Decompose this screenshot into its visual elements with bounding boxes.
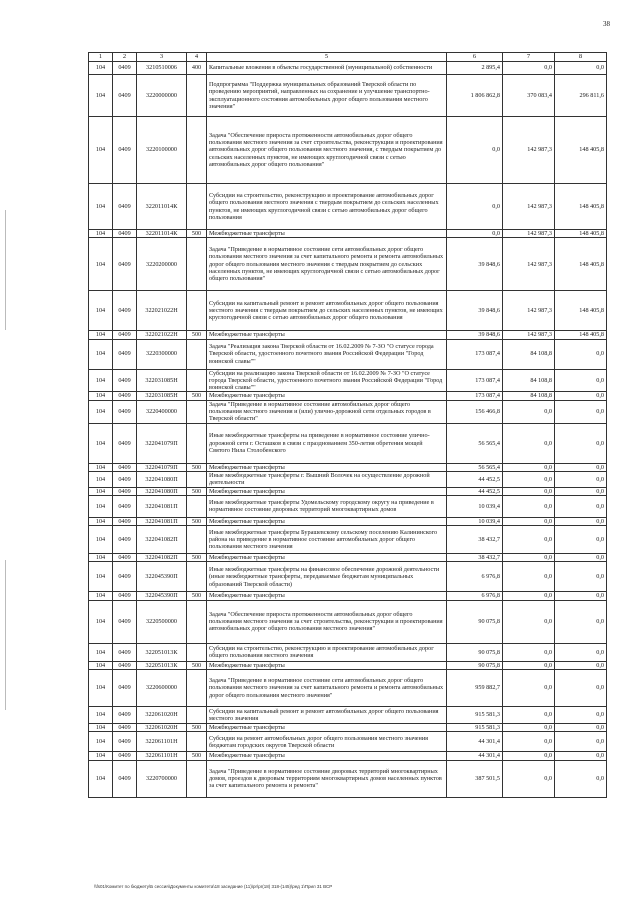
- value-cell: 0,0: [555, 392, 607, 400]
- description-cell: Межбюджетные трансферты: [207, 230, 447, 238]
- code-cell: 104: [89, 643, 113, 661]
- code-cell: 3220700000: [137, 760, 187, 797]
- code-cell: 3220500000: [137, 600, 187, 643]
- code-cell: 104: [89, 592, 113, 600]
- code-cell: 0409: [113, 554, 137, 562]
- description-cell: Задача "Приведение в нормативное состояние автомобильных дорог общего пользования местного значения и (или) улично-дорожной сети отдельных городов в Тверской области": [207, 400, 447, 423]
- code-cell: 500: [187, 752, 207, 760]
- value-cell: 296 811,6: [555, 75, 607, 117]
- value-cell: 173 087,4: [447, 339, 503, 369]
- value-cell: 90 075,8: [447, 600, 503, 643]
- code-cell: 104: [89, 707, 113, 724]
- code-cell: [187, 291, 207, 331]
- code-cell: 3220600000: [137, 670, 187, 707]
- code-cell: 104: [89, 752, 113, 760]
- value-cell: 0,0: [555, 661, 607, 669]
- value-cell: 0,0: [555, 517, 607, 525]
- table-row: [89, 752, 607, 760]
- description-cell: Задача "Обеспечение прироста протяженности автомобильных дорог общего пользования местного значения за счет строительства, реконструкции и проектирования автомобильных дорог общего пользования местного значения": [207, 600, 447, 643]
- value-cell: 39 848,6: [447, 291, 503, 331]
- code-cell: 0409: [113, 463, 137, 471]
- table-row: [89, 517, 607, 525]
- value-cell: 6 976,8: [447, 562, 503, 592]
- code-cell: 104: [89, 724, 113, 732]
- value-cell: 10 039,4: [447, 495, 503, 517]
- code-cell: 0409: [113, 62, 137, 75]
- value-cell: 44 301,4: [447, 752, 503, 760]
- value-cell: 0,0: [555, 339, 607, 369]
- code-cell: [187, 707, 207, 724]
- value-cell: 142 987,3: [503, 291, 555, 331]
- value-cell: 148 405,8: [555, 331, 607, 339]
- description-cell: Межбюджетные трансферты: [207, 487, 447, 495]
- description-cell: Задача "Приведение в нормативное состояние сети автомобильных дорог общего пользования местного значения за счет капитального ремонта и ремонта автомобильных дорог общего пользования местного значения": [207, 670, 447, 707]
- value-cell: 0,0: [555, 463, 607, 471]
- code-cell: 104: [89, 471, 113, 487]
- code-cell: 322061020Н: [137, 707, 187, 724]
- value-cell: 0,0: [503, 517, 555, 525]
- value-cell: 142 987,3: [503, 331, 555, 339]
- code-cell: [187, 369, 207, 392]
- code-cell: 104: [89, 339, 113, 369]
- code-cell: 104: [89, 600, 113, 643]
- value-cell: 0,0: [555, 760, 607, 797]
- description-cell: Задача "Приведение в нормативное состояние сети автомобильных дорог общего пользования местного значения за счет капитального ремонта и ремонта автомобильных дорог общего пользования местного значения с твердым покрытием до сельских населенных пунктов, не имеющих круглогодичной связи с сетью автомобильных дорог общего пользования": [207, 238, 447, 291]
- code-cell: [187, 600, 207, 643]
- header-cell: 7: [503, 53, 555, 62]
- description-cell: Иные межбюджетные трансферты г. Вышний Волочек на осуществление дорожной деятельности: [207, 471, 447, 487]
- value-cell: 0,0: [555, 752, 607, 760]
- code-cell: 0409: [113, 732, 137, 752]
- description-cell: Субсидии на капитальный ремонт и ремонт автомобильных дорог общего пользования местного значения с твердым покрытием до сельских населенных пунктов, не имеющих круглогодичной связи с сетью автомобильных дорог общего пользования: [207, 291, 447, 331]
- table-row: [89, 600, 607, 643]
- code-cell: 0409: [113, 600, 137, 643]
- code-cell: 104: [89, 487, 113, 495]
- code-cell: 104: [89, 760, 113, 797]
- value-cell: 90 075,8: [447, 643, 503, 661]
- value-cell: 0,0: [503, 670, 555, 707]
- value-cell: 142 987,3: [503, 238, 555, 291]
- code-cell: 3220400000: [137, 400, 187, 423]
- code-cell: 322061020Н: [137, 724, 187, 732]
- description-cell: Иные межбюджетные трансферты на приведение в нормативное состояние улично-дорожной сети г. Осташков в связи с празднованием 350-летия обретения мощей Святого Нила Столобенского: [207, 423, 447, 463]
- code-cell: 0409: [113, 331, 137, 339]
- code-cell: 322031085Н: [137, 392, 187, 400]
- table-row: [89, 230, 607, 238]
- code-cell: 104: [89, 562, 113, 592]
- header-cell: 4: [187, 53, 207, 62]
- code-cell: 0409: [113, 643, 137, 661]
- table-row: [89, 238, 607, 291]
- value-cell: 0,0: [503, 760, 555, 797]
- code-cell: 500: [187, 230, 207, 238]
- description-cell: Иные межбюджетные трансферты Удомельскому городскому округу на приведение в нормативное состояние дворовых территорий многоквартирных домов: [207, 495, 447, 517]
- value-cell: 0,0: [555, 487, 607, 495]
- code-cell: 322021022Н: [137, 331, 187, 339]
- table-row: [89, 592, 607, 600]
- table-row: [89, 760, 607, 797]
- table-row: [89, 707, 607, 724]
- code-cell: 500: [187, 392, 207, 400]
- code-cell: 500: [187, 592, 207, 600]
- code-cell: 104: [89, 670, 113, 707]
- code-cell: 104: [89, 230, 113, 238]
- value-cell: 148 405,8: [555, 238, 607, 291]
- value-cell: 0,0: [555, 724, 607, 732]
- table-row: [89, 732, 607, 752]
- description-cell: Субсидии на ремонт автомобильных дорог общего пользования местного значения бюджетам городских округов Тверской области: [207, 732, 447, 752]
- table-row: [89, 369, 607, 392]
- value-cell: 0,0: [503, 732, 555, 752]
- description-cell: Задача "Обеспечение прироста протяженности автомобильных дорог общего пользования местного значения за счет строительства, реконструкции и проектирования автомобильных дорог общего пользования местного значения, с твердым покрытием до сельских населенных пунктов, не имеющих круглогодичной связи с сетью автомобильных дорог общего пользования": [207, 117, 447, 184]
- value-cell: 142 987,3: [503, 117, 555, 184]
- description-cell: Субсидии на реализацию закона Тверской области от 16.02.2009 № 7-ЗО "О статусе города Тверской области, удостоенного почетного звания Российской Федерации "Город воинской славы"": [207, 369, 447, 392]
- value-cell: 90 075,8: [447, 661, 503, 669]
- description-cell: Иные межбюджетные трансферты на финансовое обеспечение дорожной деятельности (иные межбюджетные трансферты, передаваемые бюджетам муниципальных образований Тверской области): [207, 562, 447, 592]
- table-row: [89, 724, 607, 732]
- code-cell: 500: [187, 554, 207, 562]
- value-cell: 0,0: [503, 487, 555, 495]
- code-cell: 104: [89, 495, 113, 517]
- value-cell: 0,0: [503, 423, 555, 463]
- code-cell: 400: [187, 62, 207, 75]
- code-cell: 322051013К: [137, 643, 187, 661]
- code-cell: 0409: [113, 369, 137, 392]
- description-cell: Капитальные вложения в объекты государственной (муниципальной) собственности: [207, 62, 447, 75]
- code-cell: [187, 471, 207, 487]
- code-cell: 0409: [113, 592, 137, 600]
- value-cell: 142 987,3: [503, 230, 555, 238]
- description-cell: Субсидии на строительство, реконструкцию и проектирование автомобильных дорог общего пользования местного значения с твердым покрытием до сельских населенных пунктов, не имеющих круглогодичной связи с сетью автомобильных дорог общего пользования: [207, 184, 447, 230]
- code-cell: 0409: [113, 291, 137, 331]
- table-body: [89, 62, 607, 798]
- code-cell: 0409: [113, 184, 137, 230]
- code-cell: 3220200000: [137, 238, 187, 291]
- code-cell: 104: [89, 732, 113, 752]
- code-cell: 0409: [113, 392, 137, 400]
- value-cell: 370 083,4: [503, 75, 555, 117]
- code-cell: 0409: [113, 752, 137, 760]
- code-cell: 500: [187, 463, 207, 471]
- value-cell: 0,0: [555, 562, 607, 592]
- code-cell: [187, 238, 207, 291]
- code-cell: 3210510006: [137, 62, 187, 75]
- value-cell: 0,0: [503, 554, 555, 562]
- table-row: [89, 487, 607, 495]
- code-cell: 104: [89, 400, 113, 423]
- value-cell: 0,0: [503, 600, 555, 643]
- code-cell: 0409: [113, 117, 137, 184]
- description-cell: Межбюджетные трансферты: [207, 517, 447, 525]
- code-cell: 322011014К: [137, 184, 187, 230]
- code-cell: 322045390П: [137, 592, 187, 600]
- value-cell: 0,0: [503, 592, 555, 600]
- table-row: [89, 423, 607, 463]
- value-cell: 959 882,7: [447, 670, 503, 707]
- table-row: [89, 392, 607, 400]
- code-cell: 104: [89, 238, 113, 291]
- code-cell: 500: [187, 487, 207, 495]
- code-cell: [187, 339, 207, 369]
- code-cell: [187, 423, 207, 463]
- code-cell: 322041080П: [137, 487, 187, 495]
- code-cell: 500: [187, 724, 207, 732]
- description-cell: Задача "Реализация закона Тверской области от 16.02.2009 № 7-ЗО "О статусе города Тверской области, удостоенного почетного звания Российской Федерации "Город воинской славы"": [207, 339, 447, 369]
- value-cell: 0,0: [555, 732, 607, 752]
- code-cell: 104: [89, 62, 113, 75]
- value-cell: 0,0: [555, 423, 607, 463]
- value-cell: 0,0: [555, 707, 607, 724]
- code-cell: 104: [89, 117, 113, 184]
- table-row: [89, 339, 607, 369]
- code-cell: [187, 400, 207, 423]
- code-cell: 0409: [113, 230, 137, 238]
- code-cell: 104: [89, 392, 113, 400]
- code-cell: 0409: [113, 670, 137, 707]
- table-row: [89, 661, 607, 669]
- table-row: [89, 562, 607, 592]
- value-cell: 10 039,4: [447, 517, 503, 525]
- code-cell: 322031085Н: [137, 369, 187, 392]
- value-cell: 0,0: [503, 62, 555, 75]
- table-row: [89, 331, 607, 339]
- value-cell: 39 848,6: [447, 238, 503, 291]
- table-row: [89, 471, 607, 487]
- code-cell: 104: [89, 517, 113, 525]
- code-cell: [187, 760, 207, 797]
- value-cell: 0,0: [503, 643, 555, 661]
- table-row: [89, 643, 607, 661]
- header-cell: 8: [555, 53, 607, 62]
- value-cell: 0,0: [555, 643, 607, 661]
- code-cell: 0409: [113, 400, 137, 423]
- code-cell: 500: [187, 661, 207, 669]
- description-cell: Субсидии на строительство, реконструкцию и проектирование автомобильных дорог общего пользования местного значения: [207, 643, 447, 661]
- code-cell: 322041082П: [137, 554, 187, 562]
- code-cell: 0409: [113, 487, 137, 495]
- code-cell: 0409: [113, 661, 137, 669]
- header-cell: 6: [447, 53, 503, 62]
- code-cell: 0409: [113, 707, 137, 724]
- header-cell: 2: [113, 53, 137, 62]
- value-cell: 0,0: [555, 471, 607, 487]
- code-cell: 322041079П: [137, 463, 187, 471]
- value-cell: 1 806 862,8: [447, 75, 503, 117]
- value-cell: 44 452,5: [447, 487, 503, 495]
- code-cell: 104: [89, 291, 113, 331]
- value-cell: 0,0: [503, 752, 555, 760]
- code-cell: 0409: [113, 526, 137, 554]
- code-cell: 322061101Н: [137, 732, 187, 752]
- header-cell: 1: [89, 53, 113, 62]
- description-cell: Межбюджетные трансферты: [207, 752, 447, 760]
- value-cell: 0,0: [503, 526, 555, 554]
- value-cell: 56 565,4: [447, 423, 503, 463]
- code-cell: 0409: [113, 471, 137, 487]
- code-cell: 322061101Н: [137, 752, 187, 760]
- code-cell: 0409: [113, 495, 137, 517]
- code-cell: 104: [89, 423, 113, 463]
- description-cell: Задача "Приведение в нормативное состояние дворовых территорий многоквартирных домов, проездов к дворовым территориям многоквартирных домов населенных пунктов за счет капитального ремонта и ремонта": [207, 760, 447, 797]
- code-cell: 500: [187, 331, 207, 339]
- value-cell: 148 405,8: [555, 291, 607, 331]
- value-cell: 0,0: [503, 471, 555, 487]
- table-row: [89, 463, 607, 471]
- value-cell: 0,0: [555, 526, 607, 554]
- code-cell: 322045390П: [137, 562, 187, 592]
- header-cell: 3: [137, 53, 187, 62]
- code-cell: [187, 184, 207, 230]
- value-cell: 44 301,4: [447, 732, 503, 752]
- code-cell: 322041082П: [137, 526, 187, 554]
- code-cell: [187, 75, 207, 117]
- code-cell: 500: [187, 517, 207, 525]
- description-cell: Межбюджетные трансферты: [207, 661, 447, 669]
- code-cell: 0409: [113, 423, 137, 463]
- value-cell: 915 581,3: [447, 724, 503, 732]
- value-cell: 0,0: [503, 463, 555, 471]
- code-cell: 104: [89, 75, 113, 117]
- code-cell: [187, 117, 207, 184]
- code-cell: 0409: [113, 724, 137, 732]
- value-cell: 0,0: [503, 661, 555, 669]
- table-row: [89, 400, 607, 423]
- description-cell: Межбюджетные трансферты: [207, 392, 447, 400]
- table-row: [89, 670, 607, 707]
- value-cell: 915 581,3: [447, 707, 503, 724]
- table-row: [89, 554, 607, 562]
- code-cell: 3220100000: [137, 117, 187, 184]
- description-cell: Подпрограмма "Поддержка муниципальных образований Тверской области по проведению мероприятий, направленных на сохранение и улучшение транспортно-эксплуатационного состояния автомобильных дорог общего пользования местного значения": [207, 75, 447, 117]
- code-cell: 104: [89, 526, 113, 554]
- value-cell: 0,0: [447, 230, 503, 238]
- description-cell: Межбюджетные трансферты: [207, 331, 447, 339]
- description-cell: Межбюджетные трансферты: [207, 724, 447, 732]
- code-cell: 0409: [113, 517, 137, 525]
- value-cell: 148 405,8: [555, 184, 607, 230]
- code-cell: 104: [89, 463, 113, 471]
- page-number: 38: [603, 20, 610, 28]
- value-cell: 0,0: [555, 592, 607, 600]
- footer-file-path: \\fs01\Комитет по бюджету\Б сессия\Документы комитета\18 заседание (11)\pr\pr(18) 318-(145)\ред 1\Прил 31 ВСР: [94, 884, 333, 889]
- code-cell: 322041081П: [137, 517, 187, 525]
- header-cell: 5: [207, 53, 447, 62]
- table-row: [89, 184, 607, 230]
- code-cell: 3220300000: [137, 339, 187, 369]
- code-cell: 322051013К: [137, 661, 187, 669]
- code-cell: 104: [89, 369, 113, 392]
- value-cell: 38 432,7: [447, 526, 503, 554]
- table-row: [89, 117, 607, 184]
- code-cell: 0409: [113, 339, 137, 369]
- table-row: [89, 526, 607, 554]
- code-cell: 0409: [113, 760, 137, 797]
- description-cell: Иные межбюджетные трансферты Бурашевскому сельскому поселению Калининского района на приведение в нормативное состояние автомобильных дорог общего пользования местного значения: [207, 526, 447, 554]
- value-cell: 0,0: [503, 724, 555, 732]
- description-cell: Межбюджетные трансферты: [207, 554, 447, 562]
- code-cell: 322021022Н: [137, 291, 187, 331]
- code-cell: 104: [89, 554, 113, 562]
- code-cell: [187, 643, 207, 661]
- code-cell: 3220000000: [137, 75, 187, 117]
- description-cell: Межбюджетные трансферты: [207, 463, 447, 471]
- value-cell: 84 108,8: [503, 339, 555, 369]
- value-cell: 0,0: [503, 562, 555, 592]
- value-cell: 0,0: [555, 400, 607, 423]
- value-cell: 0,0: [555, 600, 607, 643]
- code-cell: 322011014К: [137, 230, 187, 238]
- table-row: [89, 495, 607, 517]
- table-row: [89, 291, 607, 331]
- value-cell: 44 452,5: [447, 471, 503, 487]
- value-cell: 173 087,4: [447, 392, 503, 400]
- scan-margin-line: [5, 560, 6, 710]
- value-cell: 0,0: [555, 495, 607, 517]
- value-cell: 39 848,6: [447, 331, 503, 339]
- table-header-row: [89, 53, 607, 62]
- code-cell: [187, 670, 207, 707]
- scan-margin-line: [5, 210, 6, 330]
- value-cell: 148 405,8: [555, 230, 607, 238]
- value-cell: 156 466,8: [447, 400, 503, 423]
- code-cell: [187, 562, 207, 592]
- value-cell: 0,0: [555, 62, 607, 75]
- value-cell: 6 976,8: [447, 592, 503, 600]
- code-cell: 104: [89, 661, 113, 669]
- table-row: [89, 62, 607, 75]
- description-cell: Субсидии на капитальный ремонт и ремонт автомобильных дорог общего пользования местного значения: [207, 707, 447, 724]
- value-cell: 0,0: [555, 670, 607, 707]
- code-cell: 0409: [113, 75, 137, 117]
- code-cell: [187, 526, 207, 554]
- code-cell: 0409: [113, 238, 137, 291]
- value-cell: 142 987,3: [503, 184, 555, 230]
- code-cell: 322041080П: [137, 471, 187, 487]
- value-cell: 173 087,4: [447, 369, 503, 392]
- value-cell: 0,0: [447, 184, 503, 230]
- code-cell: 104: [89, 184, 113, 230]
- description-cell: Межбюджетные трансферты: [207, 592, 447, 600]
- budget-allocation-table: [88, 52, 607, 798]
- value-cell: 2 895,4: [447, 62, 503, 75]
- value-cell: 0,0: [555, 554, 607, 562]
- code-cell: 0409: [113, 562, 137, 592]
- code-cell: [187, 732, 207, 752]
- value-cell: 0,0: [503, 400, 555, 423]
- value-cell: 0,0: [503, 707, 555, 724]
- value-cell: 387 501,5: [447, 760, 503, 797]
- value-cell: 0,0: [503, 495, 555, 517]
- value-cell: 84 108,8: [503, 369, 555, 392]
- table-row: [89, 75, 607, 117]
- code-cell: 104: [89, 331, 113, 339]
- value-cell: 148 405,8: [555, 117, 607, 184]
- value-cell: 56 565,4: [447, 463, 503, 471]
- value-cell: 0,0: [447, 117, 503, 184]
- value-cell: 84 108,8: [503, 392, 555, 400]
- code-cell: 322041081П: [137, 495, 187, 517]
- code-cell: 322041079П: [137, 423, 187, 463]
- code-cell: [187, 495, 207, 517]
- value-cell: 0,0: [555, 369, 607, 392]
- value-cell: 38 432,7: [447, 554, 503, 562]
